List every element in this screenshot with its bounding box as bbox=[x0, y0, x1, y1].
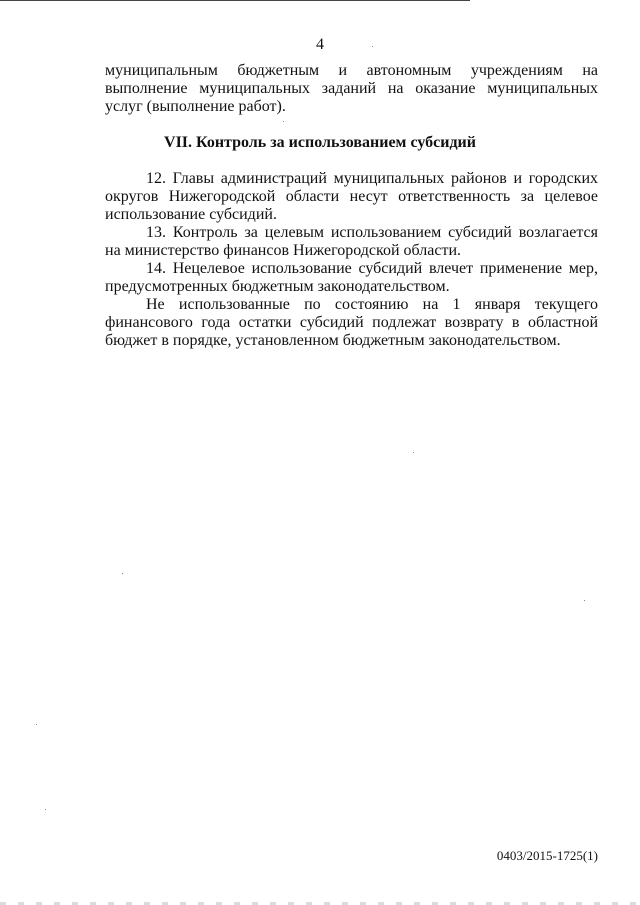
scan-speck bbox=[283, 121, 284, 122]
top-rule bbox=[0, 0, 470, 1]
paragraph-14: 14. Нецелевое использование субсидий влечет применение мер, предусмотренных бюджетным законодательством. bbox=[105, 260, 598, 295]
scan-speck bbox=[372, 46, 373, 47]
scan-speck bbox=[413, 452, 414, 453]
scan-speck bbox=[45, 809, 46, 810]
page-number: 4 bbox=[316, 36, 324, 53]
scan-speck bbox=[36, 724, 37, 725]
body-paragraphs bbox=[105, 170, 598, 350]
paragraph-remainder: Не использованные по состоянию на 1 января текущего финансового года остатки субсидий подлежат возврату в областной бюджет в порядке, установленном бюджетным законодательством. bbox=[105, 296, 598, 349]
scan-speck bbox=[122, 573, 123, 574]
intro-paragraph bbox=[105, 62, 598, 116]
intro-text: муниципальным бюджетным и автономным учреждениям на выполнение муниципальных заданий на оказание муниципальных услуг (выполнение работ). bbox=[105, 62, 598, 115]
paragraph-13: 13. Контроль за целевым использованием субсидий возлагается на министерство финансов Нижегородской области. bbox=[105, 224, 598, 259]
document-registration-number: 0403/2015-1725(1) bbox=[496, 848, 598, 863]
section-heading: VII. Контроль за использованием субсидий bbox=[164, 134, 476, 151]
scan-speck bbox=[584, 600, 585, 601]
paragraph-12: 12. Главы администраций муниципальных районов и городских округов Нижегородской области несут ответственность за целевое использование субсидий. bbox=[105, 170, 598, 223]
